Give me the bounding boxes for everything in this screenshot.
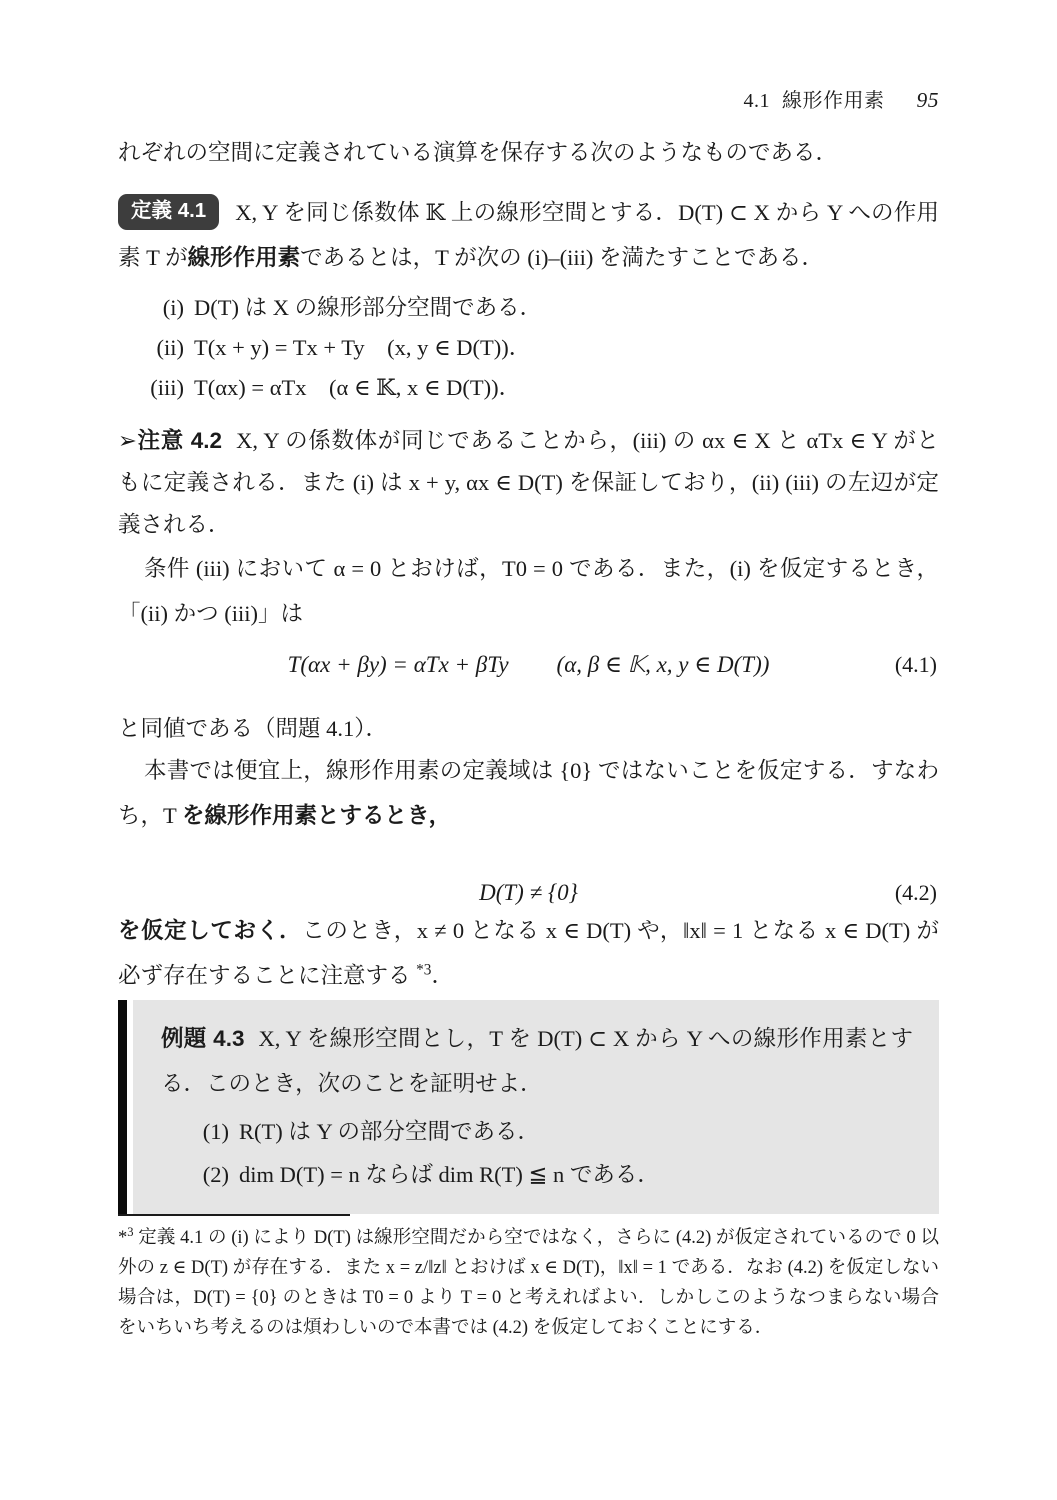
definition-item-i (118, 288, 939, 328)
assume-bold-text: を仮定しておく． (118, 918, 303, 943)
section-number: 4.1 (743, 90, 770, 112)
definition-item-iii (118, 368, 939, 408)
example-panel (133, 1000, 939, 1214)
equation-4-2-body: D(T) ≠ {0} (479, 880, 578, 905)
remark-paragraph (118, 420, 939, 546)
definition-text-2: であるとは，T が次の (i)–(iii) を満たすことである． (300, 245, 825, 270)
item-text: dim D(T) = n ならば dim R(T) ≦ n である． (239, 1162, 660, 1187)
footnote-reference: *3 (416, 961, 432, 979)
page-header (118, 84, 939, 113)
definition-paragraph (118, 190, 939, 280)
domain-text: 本書では便宜上，線形作用素の定義域は {0} ではないことを仮定する．すなわち，T (118, 758, 939, 828)
equation-4-1-body: T(αx + βy) = αTx + βTy (287, 652, 509, 677)
domain-paragraph (118, 748, 939, 838)
remark-arrow-icon: ➢ (118, 428, 137, 453)
footnote-rule (118, 1214, 350, 1216)
assume-text: このとき，x ≠ 0 となる x ∈ D(T) や，‖x‖ = 1 となる x ∈ D(T) が必ず存在することに注意する (118, 918, 939, 988)
item-text: R(T) は Y の部分空間である． (239, 1119, 541, 1144)
equation-4-1-line (118, 652, 939, 678)
item-marker: (ii) (156, 335, 184, 360)
example-badge: 例題 4.3 (161, 1026, 245, 1051)
definition-item-ii (118, 328, 939, 368)
item-marker: (1) (202, 1119, 229, 1144)
equivalence-paragraph: と同値である（問題 4.1）． (118, 716, 389, 741)
equation-4-2 (118, 880, 939, 906)
footnote-text: 定義 4.1 の (i) により D(T) は線形空間だから空ではなく，さらに (4.2) が仮定されているので 0 以外の z ∈ D(T) が存在する．また x = z/‖z‖ とおけば x ∈ D(T)，‖x‖ = 1 である．なお (4.2) を仮定しない場合は，D(T) = {0} のときは T0 = 0 より T = 0 と考えればよい．しかしこのようなつまらない場合をいちいち考えるのは煩わしいので本書では (4.2) を仮定しておくことにする． (118, 1228, 939, 1338)
domain-bold-text: を線形作用素とするとき， (181, 803, 452, 828)
example-left-bar (118, 1000, 127, 1214)
footnote-paragraph (118, 1223, 939, 1343)
item-text: T(x + y) = Tx + Ty (x, y ∈ D(T))． (194, 335, 532, 360)
remark-text: X, Y の係数体が同じであることから，(iii) の αx ∈ X と αTx ∈ Y がともに定義される．また (i) は x + y, αx ∈ D(T) を保証しており，(ii) (iii) の左辺が定義される． (118, 428, 940, 537)
equation-4-1-tag: (4.1) (894, 652, 937, 677)
assume-text-end: ． (431, 963, 454, 988)
example-paragraph (161, 1016, 913, 1106)
section-title: 線形作用素 (782, 90, 885, 112)
example-item-2 (189, 1153, 913, 1196)
example-box (118, 1000, 939, 1214)
equation-4-1 (118, 652, 939, 678)
footnote-block (118, 1214, 939, 1343)
item-marker: (i) (162, 295, 184, 320)
item-marker: (2) (202, 1162, 229, 1187)
page-number: 95 (916, 88, 939, 112)
intro-paragraph: れぞれの空間に定義されている演算を保存する次のようなものである． (118, 140, 839, 165)
example-items (161, 1110, 913, 1196)
item-text: D(T) は X の線形部分空間である． (194, 295, 543, 320)
item-marker: (iii) (150, 375, 184, 400)
example-text: X, Y を線形空間とし，T を D(T) ⊂ X から Y への線形作用素とする．このとき，次のことを証明せよ． (161, 1026, 914, 1096)
equation-4-2-line (118, 880, 939, 906)
definition-block (118, 190, 939, 408)
definition-bold-term: 線形作用素 (187, 245, 301, 270)
example-item-1 (189, 1110, 913, 1153)
remark-badge: 注意 4.2 (136, 428, 223, 453)
item-text: T(αx) = αTx (α ∈ 𝕂, x ∈ D(T))． (194, 375, 522, 400)
footnote-marker: * (118, 1228, 128, 1248)
definition-text-1: X, Y を同じ係数体 𝕂 上の線形空間とする．D(T) ⊂ X から Y への作用素 T が (118, 200, 939, 270)
definition-items (118, 288, 939, 408)
definition-badge: 定義 4.1 (118, 194, 219, 230)
assume-paragraph (118, 908, 939, 998)
equation-4-2-tag: (4.2) (894, 880, 937, 905)
condition-paragraph: 条件 (iii) において α = 0 とおけば，T0 = 0 である．また，(i) を仮定するとき，「(ii) かつ (iii)」は (118, 556, 939, 626)
footnote-marker-number: 3 (127, 1224, 134, 1239)
equation-4-1-condition: (α, β ∈ 𝕂, x, y ∈ D(T)) (556, 652, 770, 677)
